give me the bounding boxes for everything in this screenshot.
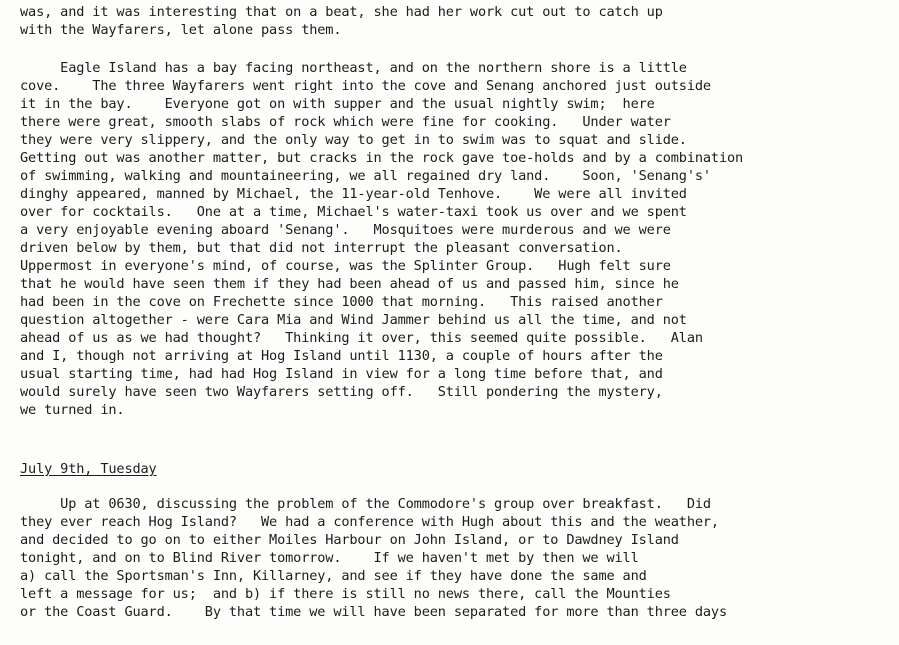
text-line: of swimming, walking and mountaineering, we all regained dry land. Soon, 'Senang's' — [20, 168, 711, 184]
date-heading: July 9th, Tuesday — [20, 461, 157, 477]
text-line: Uppermost in everyone's mind, of course, was the Splinter Group. Hugh felt sure — [20, 258, 671, 274]
text-line: Getting out was another matter, but cracks in the rock gave toe-holds and by a combination — [20, 150, 744, 166]
text-line: they ever reach Hog Island? We had a conference with Hugh about this and the weather, — [20, 514, 719, 530]
text-line: we turned in. — [20, 402, 125, 418]
text-line: they were very slippery, and the only way to get in to swim was to squat and slide. — [20, 132, 687, 148]
text-line: left a message for us; and b) if there is still no news there, call the Mounties — [20, 586, 671, 602]
text-line: usual starting time, had had Hog Island in view for a long time before that, and — [20, 366, 663, 382]
text-line: driven below by them, but that did not interrupt the pleasant conversation. — [20, 240, 623, 256]
text-line: Eagle Island has a bay facing northeast, and on the northern shore is a little — [20, 60, 687, 76]
text-line: that he would have seen them if they had been ahead of us and passed him, since he — [20, 276, 679, 292]
text-line: Up at 0630, discussing the problem of the Commodore's group over breakfast. Did — [20, 496, 711, 512]
text-line: ahead of us as we had thought? Thinking it over, this seemed quite possible. Alan — [20, 330, 703, 346]
text-line: tonight, and on to Blind River tomorrow. If we haven't met by then we will — [20, 550, 639, 566]
text-line: was, and it was interesting that on a beat, she had her work cut out to catch up — [20, 4, 663, 20]
text-line: a) call the Sportsman's Inn, Killarney, and see if they have done the same and — [20, 568, 647, 584]
text-line: would surely have seen two Wayfarers setting off. Still pondering the mystery, — [20, 384, 663, 400]
text-line: there were great, smooth slabs of rock which were fine for cooking. Under water — [20, 114, 671, 130]
text-line: or the Coast Guard. By that time we will have been separated for more than three days — [20, 604, 728, 620]
text-line: over for cocktails. One at a time, Michael's water-taxi took us over and we spent — [20, 204, 687, 220]
text-line: it in the bay. Everyone got on with supper and the usual nightly swim; here — [20, 96, 655, 112]
text-line: question altogether - were Cara Mia and Wind Jammer behind us all the time, and not — [20, 312, 687, 328]
text-line: cove. The three Wayfarers went right into the cove and Senang anchored just outside — [20, 78, 711, 94]
text-line: and I, though not arriving at Hog Island until 1130, a couple of hours after the — [20, 348, 663, 364]
text-line: a very enjoyable evening aboard 'Senang'. Mosquitoes were murderous and we were — [20, 222, 671, 238]
text-line: with the Wayfarers, let alone pass them. — [20, 22, 342, 38]
text-line: had been in the cove on Frechette since 1000 that morning. This raised another — [20, 294, 663, 310]
text-line: dinghy appeared, manned by Michael, the 11-year-old Tenhove. We were all invited — [20, 186, 687, 202]
text-line: and decided to go on to either Moiles Harbour on John Island, or to Dawdney Island — [20, 532, 679, 548]
